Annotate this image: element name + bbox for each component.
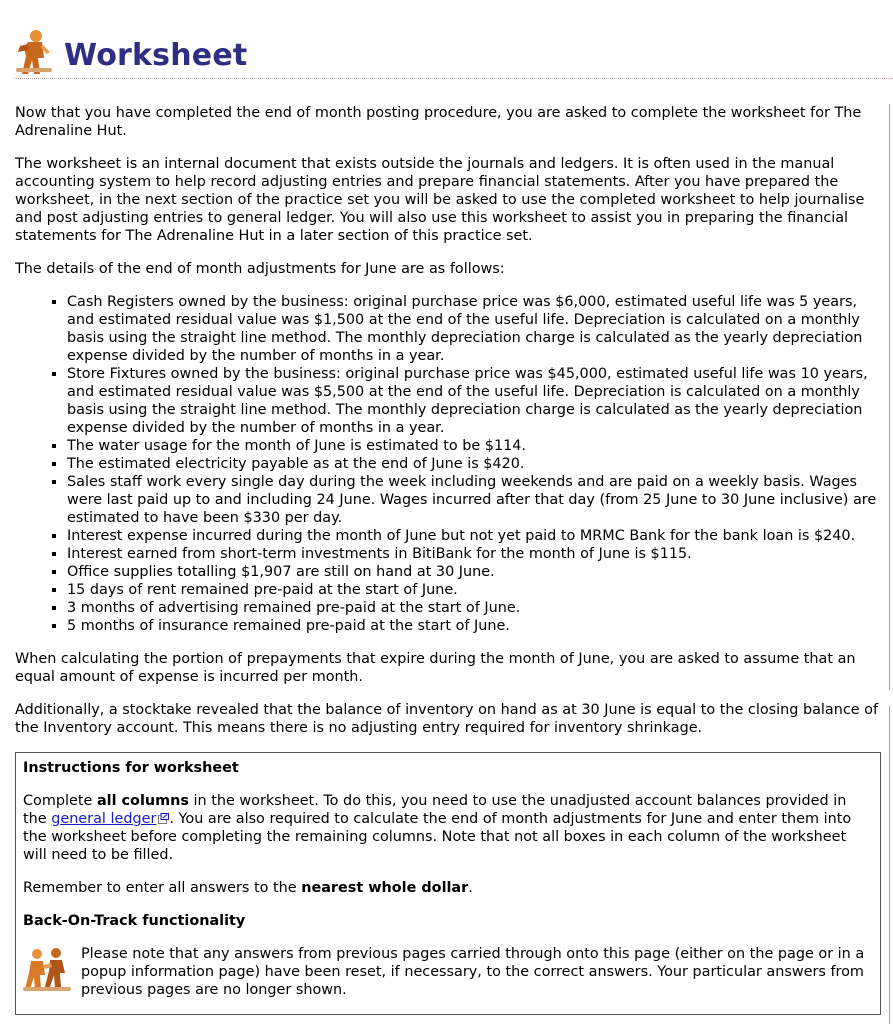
- general-ledger-link[interactable]: general ledger: [51, 811, 157, 827]
- instructions-box: [15, 752, 881, 1015]
- worksheet-description: The worksheet is an internal document that exists outside the journals and ledgers. It is often used in the manual accounting system to help record adjusting entries and prepare financial statements. After you have prepared the worksheet, in the next section of the practice set you will be asked to use the completed worksheet to help journalise and post adjusting entries to general ledger. You will also use this worksheet to assist you in preparing the financial statements for The Adrenaline Hut in a later section of this practice set.: [15, 156, 865, 244]
- list-item: ▪ The water usage for the month of June is estimated to be $114.: [67, 437, 881, 455]
- page-title: Worksheet: [64, 38, 248, 73]
- list-item: ▪ Cash Registers owned by the business: original purchase price was $6,000, estimated useful life was 5 years, and estimated residual value was $1,500 at the end of the useful life. Depreciation is calculated on a monthly basis using the straight line method. The monthly depreciation charge is calculated as the yearly depreciation expense divided by the number of months in a year.: [67, 293, 881, 365]
- list-item: ▪ 15 days of rent remained pre-paid at the start of June.: [67, 581, 881, 599]
- adjustments-intro: The details of the end of month adjustments for June are as follows:: [15, 261, 505, 277]
- rounding-paragraph: Remember to enter all answers to the nearest whole dollar.: [23, 880, 473, 896]
- right-divider: [889, 104, 890, 690]
- adjustments-list: [15, 293, 881, 635]
- hiker-icon: [14, 28, 54, 76]
- list-item: ▪ Office supplies totalling $1,907 are still on hand at 30 June.: [67, 563, 881, 581]
- emphasis: nearest whole dollar: [301, 880, 469, 896]
- instructions-heading: Instructions for worksheet: [23, 760, 239, 776]
- list-item: ▪ Interest expense incurred during the month of June but not yet paid to MRMC Bank for the bank loan is $240.: [67, 527, 881, 545]
- people-helping-icon: [23, 947, 71, 991]
- external-link-icon[interactable]: [158, 813, 169, 824]
- list-item: ▪ 3 months of advertising remained pre-paid at the start of June.: [67, 599, 881, 617]
- page-header: [14, 26, 893, 79]
- right-divider: [889, 706, 890, 1024]
- prepayments-note: When calculating the portion of prepayments that expire during the month of June, you are asked to assume that an equal amount of expense is incurred per month.: [15, 651, 856, 685]
- instructions-paragraph: Complete all columns in the worksheet. To do this, you need to use the unadjusted account balances provided in the general ledger . You are also required to calculate the end of month adjustments for June and enter them into the worksheet before completing the remaining columns. Note that not all boxes in each column of the worksheet will need to be filled.: [23, 793, 852, 863]
- emphasis: all columns: [96, 793, 189, 809]
- list-item: ▪ Interest earned from short-term investments in BitiBank for the month of June is $115.: [67, 545, 881, 563]
- list-item: ▪ Sales staff work every single day during the week including weekends and are paid on a weekly basis. Wages were last paid up to and including 24 June. Wages incurred after that day (from 25 June to 30 June inclusive) are estimated to have been $330 per day.: [67, 473, 881, 527]
- back-on-track-notice: [23, 945, 873, 999]
- list-item: ▪ Store Fixtures owned by the business: original purchase price was $45,000, estimated useful life was 10 years, and estimated residual value was $5,500 at the end of the useful life. Depreciation is calculated on a monthly basis using the straight line method. The monthly depreciation charge is calculated as the yearly depreciation expense divided by the number of months in a year.: [67, 365, 881, 437]
- main-content: [15, 104, 881, 1015]
- intro-paragraph: Now that you have completed the end of month posting procedure, you are asked to complete the worksheet for The Adrenaline Hut.: [15, 105, 862, 139]
- back-on-track-text: Please note that any answers from previous pages carried through onto this page (either on the page or in a popup information page) have been reset, if necessary, to the correct answers. Your particular answers from previous pages are no longer shown.: [81, 946, 865, 998]
- list-item: ▪ The estimated electricity payable as at the end of June is $420.: [67, 455, 881, 473]
- stocktake-note: Additionally, a stocktake revealed that the balance of inventory on hand as at 30 June is equal to the closing balance of the Inventory account. This means there is no adjusting entry required for inventory shrinkage.: [15, 702, 879, 736]
- list-item: ▪ 5 months of insurance remained pre-paid at the start of June.: [67, 617, 881, 635]
- back-on-track-heading: Back-On-Track functionality: [23, 913, 246, 929]
